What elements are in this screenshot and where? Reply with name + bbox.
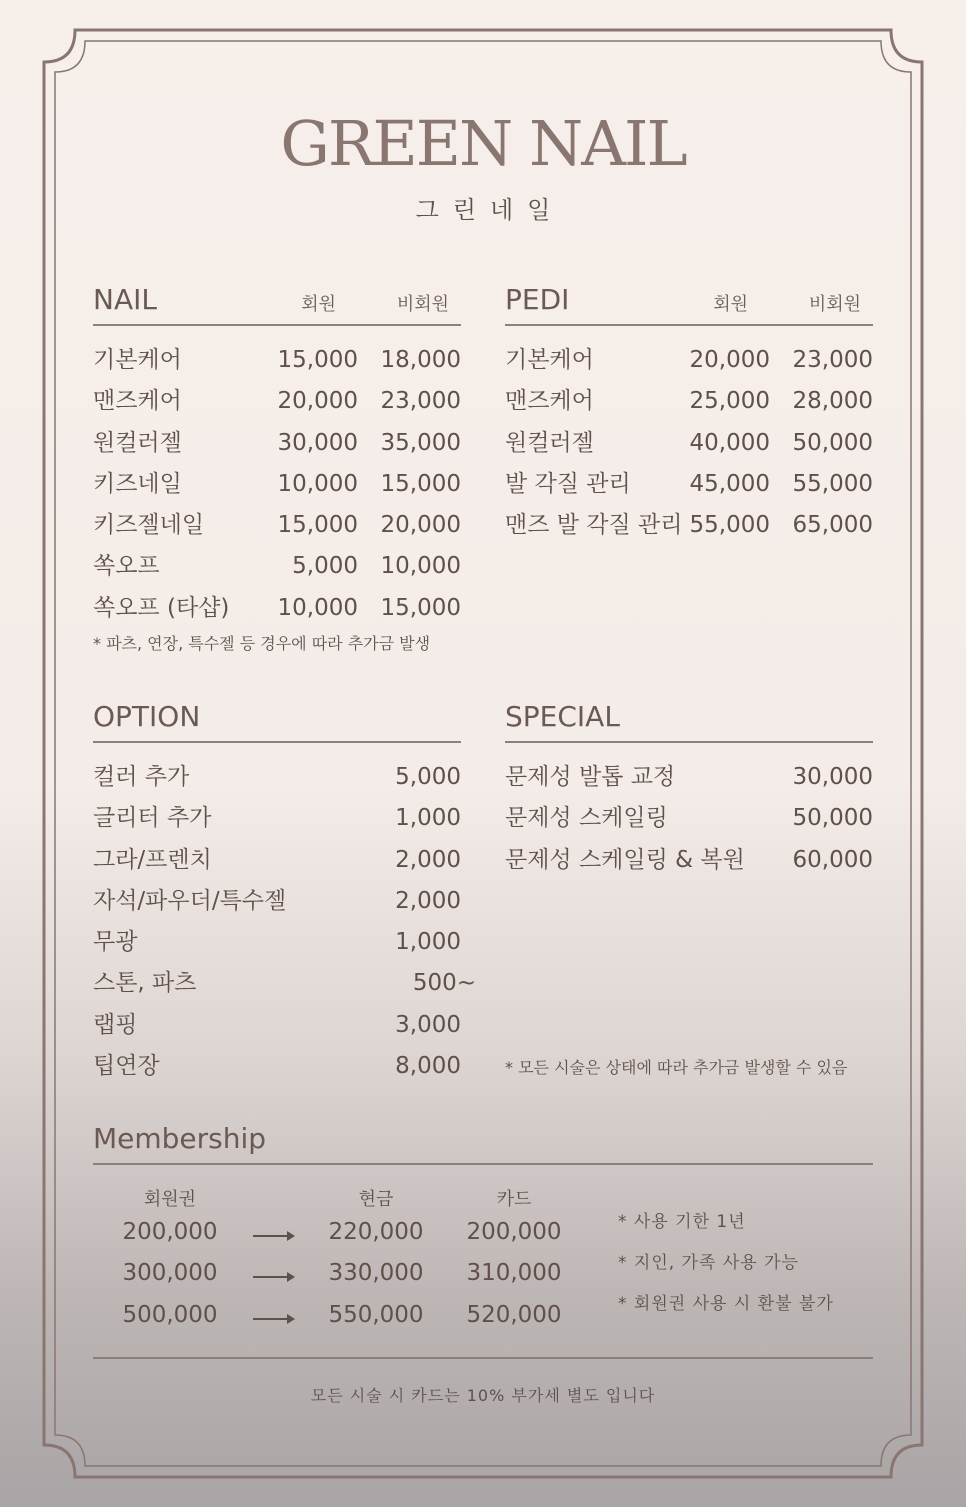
membership-section	[93, 1121, 873, 1165]
menu-item-name: 랩핑	[93, 1011, 138, 1038]
menu-item-nonmember-price: 65,000	[792, 512, 873, 539]
menu-row	[93, 762, 461, 803]
brand-title: GREEN NAIL	[280, 107, 686, 180]
menu-row	[93, 886, 461, 927]
menu-row	[93, 386, 461, 427]
membership-note: * 회원권 사용 시 환불 불가	[618, 1294, 834, 1314]
menu-item-member-price: 30,000	[277, 429, 358, 456]
membership-ticket-value: 200,000	[122, 1219, 218, 1245]
pedi-section	[505, 282, 873, 551]
pedi-col-nonmember: 비회원	[808, 294, 861, 315]
menu-row	[93, 927, 461, 968]
menu-item-price: 3,000	[395, 1011, 461, 1038]
arrow-right-icon	[253, 1235, 293, 1237]
menu-row	[93, 845, 461, 886]
menu-item-name: 문제성 스케일링 & 복원	[505, 846, 745, 873]
menu-item-name: 글리터 추가	[93, 805, 212, 832]
membership-ticket-value: 500,000	[122, 1301, 218, 1328]
menu-item-name: 기본케어	[505, 347, 594, 373]
arrow-right-icon	[253, 1276, 293, 1278]
menu-row	[505, 469, 873, 510]
menu-item-name: 무광	[93, 929, 138, 956]
option-section	[93, 699, 476, 1092]
menu-row	[505, 510, 873, 551]
membership-card-value: 310,000	[466, 1260, 562, 1287]
menu-item-name: 그라/프렌치	[93, 846, 212, 873]
menu-item-member-price: 10,000	[277, 594, 358, 621]
menu-item-member-price: 10,000	[277, 470, 358, 497]
menu-row	[93, 593, 461, 634]
menu-row	[93, 1051, 461, 1092]
menu-item-price: 60,000	[792, 846, 873, 873]
menu-item-member-price: 45,000	[689, 470, 770, 497]
menu-item-name: 원컬러젤	[93, 429, 182, 456]
menu-item-name: 키즈네일	[93, 470, 182, 497]
nail-title: NAIL	[93, 283, 157, 316]
menu-item-nonmember-price: 15,000	[380, 594, 461, 621]
menu-item-price: 1,000	[395, 805, 461, 832]
menu-item-name: 자석/파우더/특수젤	[93, 887, 287, 914]
menu-item-member-price: 20,000	[689, 347, 770, 373]
menu-row	[505, 428, 873, 469]
membership-card-value: 520,000	[466, 1301, 562, 1328]
menu-item-nonmember-price: 18,000	[380, 347, 461, 373]
membership-cash-value: 220,000	[328, 1219, 424, 1245]
menu-row	[505, 845, 873, 886]
menu-item-price: 2,000	[395, 887, 461, 914]
nail-section	[93, 282, 461, 634]
menu-row	[93, 968, 476, 1009]
special-section	[505, 699, 873, 886]
menu-item-price: 8,000	[395, 1053, 461, 1080]
menu-item-member-price: 5,000	[292, 553, 358, 580]
menu-item-name: 맨즈케어	[505, 388, 594, 415]
menu-item-name: 발 각질 관리	[505, 470, 631, 497]
menu-item-name: 원컬러젤	[505, 429, 594, 456]
menu-row	[93, 469, 461, 510]
menu-item-member-price: 40,000	[689, 429, 770, 456]
pedi-header	[505, 282, 873, 326]
menu-item-name: 맨즈케어	[93, 388, 182, 415]
nail-col-member: 회원	[301, 294, 336, 315]
menu-row	[93, 345, 461, 386]
pedi-title: PEDI	[505, 283, 570, 316]
menu-item-price: 30,000	[792, 764, 873, 790]
nail-note: * 파츠, 연장, 특수젤 등 경우에 따라 추가금 발생	[93, 634, 431, 653]
menu-item-name: 쏙오프	[93, 553, 160, 580]
menu-row	[505, 803, 873, 844]
menu-item-nonmember-price: 15,000	[380, 470, 461, 497]
brand-subtitle: 그린네일	[415, 196, 565, 224]
footer-divider	[93, 1357, 873, 1359]
menu-item-name: 맨즈 발 각질 관리	[505, 512, 683, 539]
footer-note: 모든 시술 시 카드는 10% 부가세 별도 입니다	[310, 1386, 656, 1405]
special-note: * 모든 시술은 상태에 따라 추가금 발생할 수 있음	[505, 1058, 848, 1077]
membership-col-card: 카드	[496, 1189, 532, 1210]
menu-item-nonmember-price: 50,000	[792, 429, 873, 456]
menu-item-name: 쏙오프 (타샵)	[93, 594, 230, 621]
menu-row	[93, 551, 461, 592]
menu-item-nonmember-price: 28,000	[792, 388, 873, 415]
menu-row	[93, 428, 461, 469]
menu-item-member-price: 15,000	[277, 347, 358, 373]
menu-item-name: 기본케어	[93, 347, 182, 373]
option-title: OPTION	[93, 700, 201, 733]
menu-row	[505, 386, 873, 427]
menu-item-name: 문제성 발톱 교정	[505, 764, 676, 790]
menu-item-member-price: 55,000	[689, 512, 770, 539]
pedi-col-member: 회원	[713, 294, 748, 315]
menu-item-nonmember-price: 10,000	[380, 553, 461, 580]
menu-item-name: 스톤, 파츠	[93, 970, 197, 997]
menu-item-nonmember-price: 55,000	[792, 470, 873, 497]
arrow-right-icon	[253, 1318, 293, 1320]
membership-col-cash: 현금	[358, 1189, 394, 1210]
menu-row	[93, 1010, 461, 1051]
special-header	[505, 699, 873, 743]
membership-cash-value: 550,000	[328, 1301, 424, 1328]
menu-item-nonmember-price: 35,000	[380, 429, 461, 456]
menu-item-price: 2,000	[395, 846, 461, 873]
menu-row	[93, 510, 461, 551]
menu-item-name: 팁연장	[93, 1053, 160, 1080]
menu-row	[505, 762, 873, 803]
menu-row	[505, 345, 873, 386]
menu-item-price: 5,000	[395, 764, 461, 790]
membership-ticket-value: 300,000	[122, 1260, 218, 1287]
menu-item-price: 50,000	[792, 805, 873, 832]
menu-item-member-price: 25,000	[689, 388, 770, 415]
menu-item-price: 500~	[412, 970, 476, 997]
menu-item-name: 컬러 추가	[93, 764, 190, 790]
special-title: SPECIAL	[505, 700, 620, 733]
nail-header	[93, 282, 461, 326]
membership-title: Membership	[93, 1122, 267, 1155]
membership-col-ticket: 회원권	[143, 1189, 197, 1210]
menu-item-member-price: 20,000	[277, 388, 358, 415]
menu-item-name: 키즈젤네일	[93, 512, 205, 539]
menu-row	[93, 803, 461, 844]
menu-item-name: 문제성 스케일링	[505, 805, 668, 832]
menu-item-member-price: 15,000	[277, 512, 358, 539]
membership-note: * 사용 기한 1년	[618, 1212, 746, 1232]
membership-cash-value: 330,000	[328, 1260, 424, 1287]
menu-item-nonmember-price: 23,000	[792, 347, 873, 373]
membership-card-value: 200,000	[466, 1219, 562, 1245]
nail-col-nonmember: 비회원	[396, 294, 449, 315]
menu-item-nonmember-price: 23,000	[380, 388, 461, 415]
option-header	[93, 699, 461, 743]
membership-note: * 지인, 가족 사용 가능	[618, 1253, 799, 1273]
membership-header	[93, 1121, 873, 1165]
menu-item-nonmember-price: 20,000	[380, 512, 461, 539]
menu-item-price: 1,000	[395, 929, 461, 956]
